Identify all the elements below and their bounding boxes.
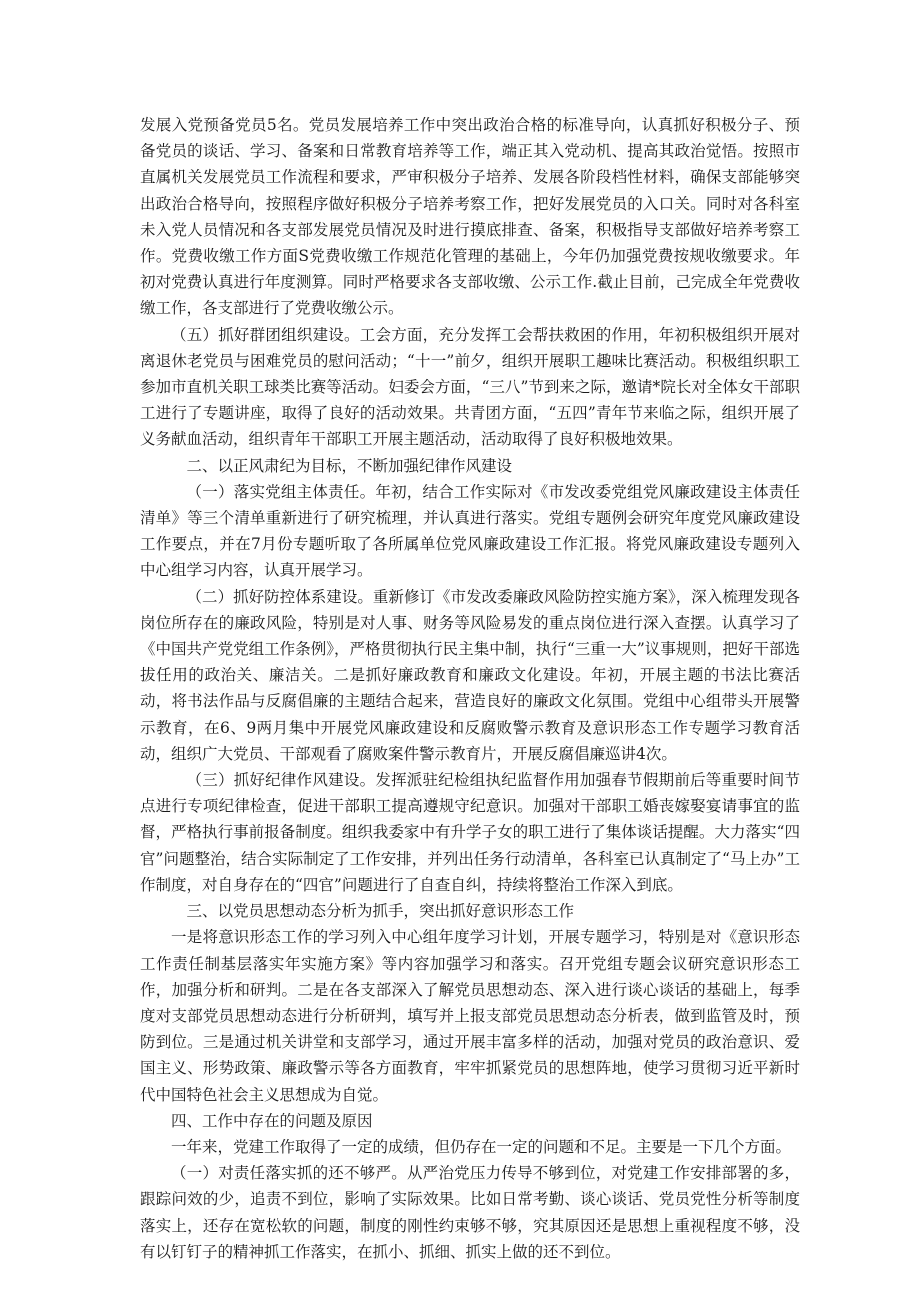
section-heading-ideology: 三、以党员思想动态分析为抓手，突出抓好意识形态工作 bbox=[186, 902, 575, 921]
paragraph-prevention-system: （二）抓好防控体系建设。重新修订《市发改委廉政风险防控实施方案》，深入梳理发现各岗位所存在的廉政风险，特别是对人事、财务等风险易发的重点岗位进行深入查摆。认真学习了《中国共产党党组工作条例》，严格贯彻执行民主集中制，执行“三重一大”议事规则，把好干部选拔任用的政治关、廉洁关。二是抓好廉政教育和廉政文化建设。年初，开展主题的书法比赛活动，将书法作品与反腐倡廉的主题结合起来，营造良好的廉政文化氛围。党组中心组带头开展警示教育，在6、9两月集中开展党风廉政建设和反腐败警示教育及意识形态工作专题学习教育活动，组织广大党员、干部观看了腐败案件警示教育片，开展反腐倡廉巡讲4次。 bbox=[140, 587, 800, 763]
paragraph-mass-organizations: （五）抓好群团组织建设。工会方面，充分发挥工会帮扶救困的作用，年初积极组织开展对离退休老党员与困难党员的慰问活动；“十一”前夕，组织开展职工趣味比赛活动。积极组织职工参加市直机关职工球类比赛等活动。妇委会方面，“三八”节到来之际，邀请*院长对全体女干部职工进行了专题讲座，取得了良好的活动效果。共青团方面，“五四”青年节来临之际，组织开展了义务献血活动，组织青年干部职工开展主题活动，活动取得了良好积极地效果。 bbox=[140, 325, 800, 449]
paragraph-ideology-work: 一是将意识形态工作的学习列入中心组年度学习计划，开展专题学习，特别是对《意识形态工作责任制基层落实年实施方案》等内容加强学习和落实。召开党组专题会议研究意识形态工作，加强分析和研判。二是在各支部深入了解党员思想动态、深入进行谈心谈话的基础上，每季度对支部党员思想动态进行分析研判，填写并上报支部党员思想动态分析表，做到监管及时，预防到位。三是通过机关讲堂和支部学习，通过开展丰富多样的活动，加强对党员的政治意识、爱国主义、形势政策、廉政警示等各方面教育，牢牢抓紧党员的思想阵地，使学习贯彻习近平新时代中国特色社会主义思想成为自觉。 bbox=[140, 928, 800, 1104]
paragraph-party-group-responsibility: （一）落实党组主体责任。年初，结合工作实际对《市发改委党组党风廉政建设主体责任清单》等三个清单重新进行了研究梳理，并认真进行落实。党组专题例会研究年度党风廉政建设工作要点，并在7月份专题听取了各所属单位党风廉政建设工作汇报。将党风廉政建设专题列入中心组学习内容，认真开展学习。 bbox=[140, 482, 800, 580]
paragraph-responsibility-issue: （一）对责任落实抓的还不够严。从严治党压力传导不够到位，对党建工作安排部署的多，跟踪问效的少，追责不到位，影响了实际效果。比如日常考勤、谈心谈话、党员党性分析等制度落实上，还存在宽松软的问题，制度的刚性约束够不够，究其原因还是思想上重视程度不够，没有以钉钉子的精神抓工作落实，在抓小、抓细、抓实上做的还不到位。 bbox=[140, 1164, 800, 1261]
paragraph-discipline-style: （三）抓好纪律作风建设。发挥派驻纪检组执纪监督作用加强春节假期前后等重要时间节点进行专项纪律检查，促进干部职工提高遵规守纪意识。加强对干部职工婚丧嫁娶宴请事宜的监督，严格执行事前报备制度。组织我委家中有升学子女的职工进行了集体谈话提醒。大力落实“四官”问题整治，结合实际制定了工作安排，并列出任务行动清单，各科室已认真制定了“马上办”工作制度，对自身存在的“四官”问题进行了自查自纠，持续将整治工作深入到底。 bbox=[140, 771, 800, 894]
paragraph-party-member-development: 发展入党预备党员5名。党员发展培养工作中突出政治合格的标准导向，认真抓好积极分子、预备党员的谈话、学习、备案和日常教育培养等工作，端正其入党动机、提高其政治觉悟。按照市直属机关发展党员工作流程和要求，严审积极分子培养、发展各阶段档性材料，确保支部能够突出政治合格导向，按照程序做好积极分子培养考察工作，把好发展党员的入口关。同时对各科室未入党人员情况和各支部发展党员情况及时进行摸底排查、备案，积极指导支部做好培养考察工作。党费收缴工作方面S党费收缴工作规范化管理的基础上，今年仍加强党费按规收缴要求。年初对党费认真进行年度测算。同时严格要求各支部收缴、公示工作.截止目前，己完成全年党费收缴工作，各支部进行了党费收缴公示。 bbox=[140, 116, 800, 318]
paragraph-problems-intro: 一年来，党建工作取得了一定的成绩，但仍存在一定的问题和不足。主要是一下几个方面。 bbox=[171, 1137, 792, 1156]
section-heading-problems: 四、工作中存在的问题及原因 bbox=[171, 1111, 373, 1130]
section-heading-discipline: 二、以正风肃纪为目标，不断加强纪律作风建设 bbox=[186, 456, 513, 475]
document-body bbox=[140, 112, 800, 1265]
